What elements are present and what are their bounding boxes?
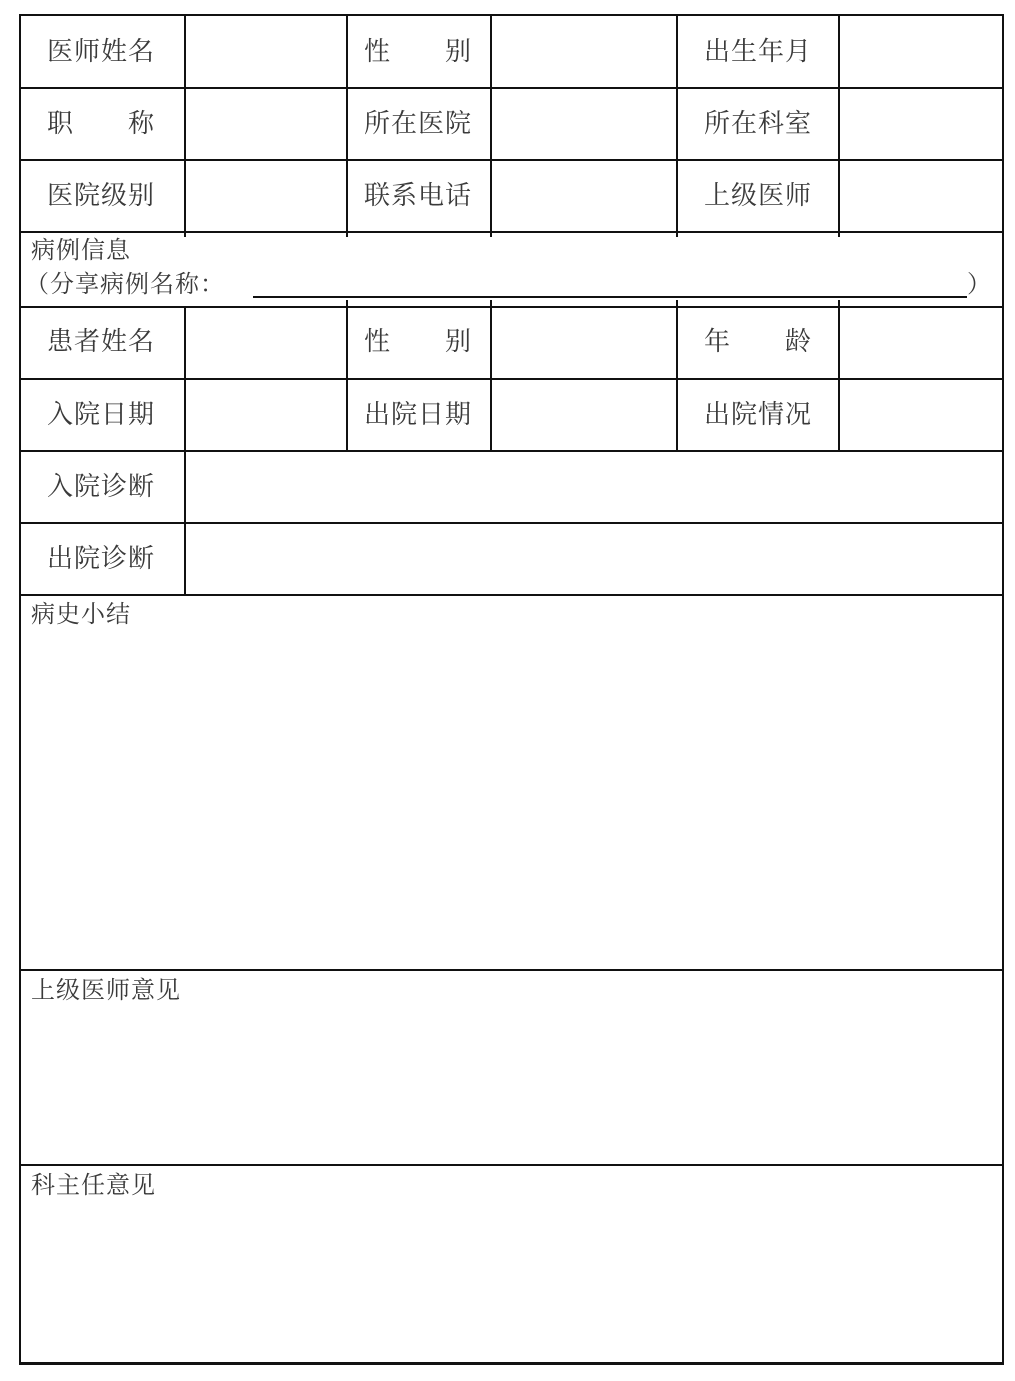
case-form: [19, 14, 1004, 1364]
doctor-department-field[interactable]: [840, 89, 1002, 159]
col-stub: [838, 231, 840, 237]
superior-doctor-label: 上级医师: [704, 181, 813, 211]
col-stub: [346, 231, 348, 237]
col-stub: [676, 231, 678, 237]
discharge-diagnosis-label: 出院诊断: [47, 544, 156, 574]
doctor-gender-label: 性 别: [364, 37, 473, 67]
patient-name-field[interactable]: [186, 308, 346, 378]
admit-date-label: 入院日期: [47, 400, 156, 430]
discharge-status-label: 出院情况: [704, 400, 813, 430]
doctor-name-field[interactable]: [186, 16, 346, 87]
doctor-birth-field[interactable]: [840, 16, 1002, 87]
discharge-status-field[interactable]: [840, 380, 1002, 450]
col-stub: [490, 231, 492, 237]
case-info-title: 病例信息: [31, 236, 131, 264]
discharge-diagnosis-field[interactable]: [186, 524, 1002, 594]
patient-age-field[interactable]: [840, 308, 1002, 378]
superior-opinion-label: 上级医师意见: [31, 976, 181, 1004]
director-opinion-label: 科主任意见: [31, 1171, 156, 1199]
admit-diagnosis-label: 入院诊断: [47, 472, 156, 502]
discharge-date-label: 出院日期: [364, 400, 473, 430]
director-opinion-field[interactable]: [21, 1166, 1002, 1362]
share-case-name-label: （分享病例名称：: [25, 270, 225, 298]
hospital-level-label: 医院级别: [47, 181, 156, 211]
doctor-hospital-field[interactable]: [492, 89, 676, 159]
share-case-name-input[interactable]: [253, 296, 967, 298]
col-divider: [346, 14, 348, 233]
patient-age-label: 年 龄: [704, 327, 813, 357]
patient-name-label: 患者姓名: [47, 327, 156, 357]
discharge-date-field[interactable]: [492, 380, 676, 450]
history-summary-label: 病史小结: [31, 600, 131, 628]
share-case-name-close: ）: [967, 270, 991, 298]
doctor-department-label: 所在科室: [704, 109, 813, 139]
doctor-title-field[interactable]: [186, 89, 346, 159]
admit-date-field[interactable]: [186, 380, 346, 450]
col-stub: [184, 231, 186, 237]
superior-opinion-field[interactable]: [21, 971, 1002, 1164]
superior-doctor-field[interactable]: [840, 161, 1002, 231]
phone-field[interactable]: [492, 161, 676, 231]
doctor-title-label: 职 称: [47, 109, 156, 139]
doctor-hospital-label: 所在医院: [364, 109, 473, 139]
admit-diagnosis-field[interactable]: [186, 452, 1002, 522]
doctor-name-label: 医师姓名: [47, 37, 156, 67]
col-divider: [676, 306, 678, 452]
doctor-gender-field[interactable]: [492, 16, 676, 87]
border-right: [1002, 14, 1004, 1364]
border-bottom: [19, 1362, 1004, 1365]
col-divider: [676, 14, 678, 233]
col-divider: [346, 306, 348, 452]
patient-gender-label: 性 别: [364, 327, 473, 357]
patient-gender-field[interactable]: [492, 308, 676, 378]
phone-label: 联系电话: [364, 181, 473, 211]
hospital-level-field[interactable]: [186, 161, 346, 231]
doctor-birth-label: 出生年月: [704, 37, 813, 67]
row-divider: [19, 231, 1004, 233]
history-summary-field[interactable]: [21, 596, 1002, 969]
